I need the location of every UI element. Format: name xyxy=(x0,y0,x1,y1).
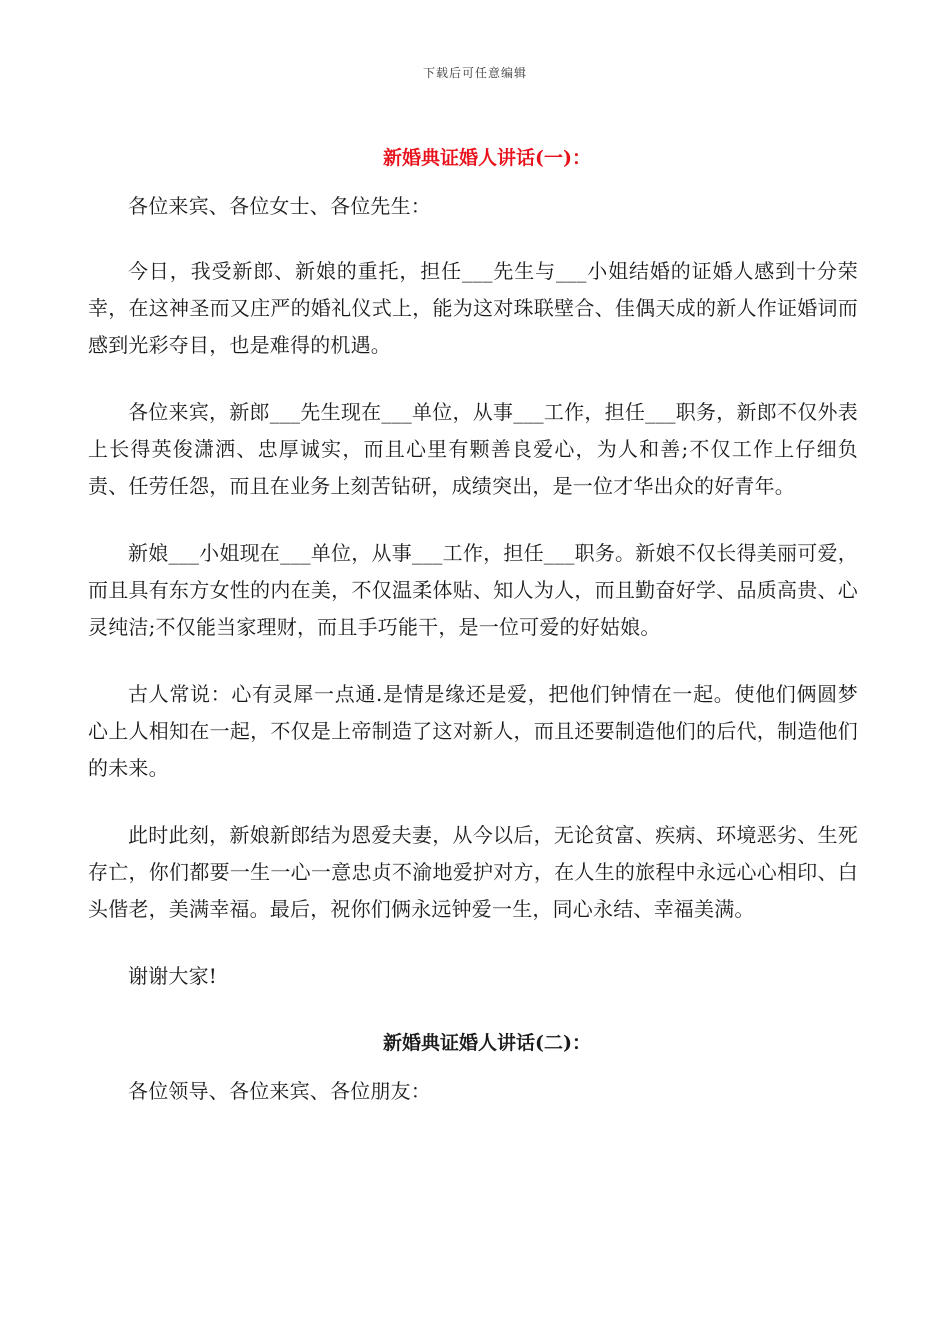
section2-greeting: 各位领导、各位来宾、各位朋友： xyxy=(128,1079,431,1103)
section1-title: 新婚典证婚人讲话(一)： xyxy=(383,147,591,169)
document-body xyxy=(88,140,858,1110)
header-note: 下载后可任意编辑 xyxy=(422,66,527,80)
section1-closing: 谢谢大家! xyxy=(128,964,218,988)
section1-paragraph-4: 古人常说：心有灵犀一点通.是情是缘还是爱，把他们钟情在一起。使他们俩圆梦心上人相知在一起，不仅是上帝制造了这对新人，而且还要制造他们的后代，制造他们的未来。 xyxy=(88,682,858,780)
section1-paragraph-1: 今日，我受新郎、新娘的重托，担任___先生与___小姐结婚的证婚人感到十分荣幸，在这神圣而又庄严的婚礼仪式上，能为这对珠联壁合、佳偶天成的新人作证婚词而感到光彩夺目，也是难得的机遇。 xyxy=(88,259,858,357)
section1-paragraph-3: 新娘___小姐现在___单位，从事___工作，担任___职务。新娘不仅长得美丽可爱，而且具有东方女性的内在美，不仅温柔体贴、知人为人，而且勤奋好学、品质高贵、心灵纯洁;不仅能当家理财，而且手巧能干，是一位可爱的好姑娘。 xyxy=(88,541,858,639)
section1-greeting: 各位来宾、各位女士、各位先生： xyxy=(128,194,431,218)
section1-paragraph-5: 此时此刻，新娘新郎结为恩爱夫妻，从今以后，无论贫富、疾病、环境恶劣、生死存亡，你们都要一生一心一意忠贞不渝地爱护对方，在人生的旅程中永远心心相印、白头偕老，美满幸福。最后，祝你们俩永远钟爱一生，同心永结、幸福美满。 xyxy=(88,823,858,921)
section1-paragraph-2: 各位来宾，新郎___先生现在___单位，从事___工作，担任___职务，新郎不仅外表上长得英俊潇洒、忠厚诚实，而且心里有颗善良爱心，为人和善;不仅工作上仔细负责、任劳任怨，而且在业务上刻苦钻研，成绩突出，是一位才华出众的好青年。 xyxy=(88,400,858,498)
section2-title: 新婚典证婚人讲话(二)： xyxy=(383,1032,591,1054)
